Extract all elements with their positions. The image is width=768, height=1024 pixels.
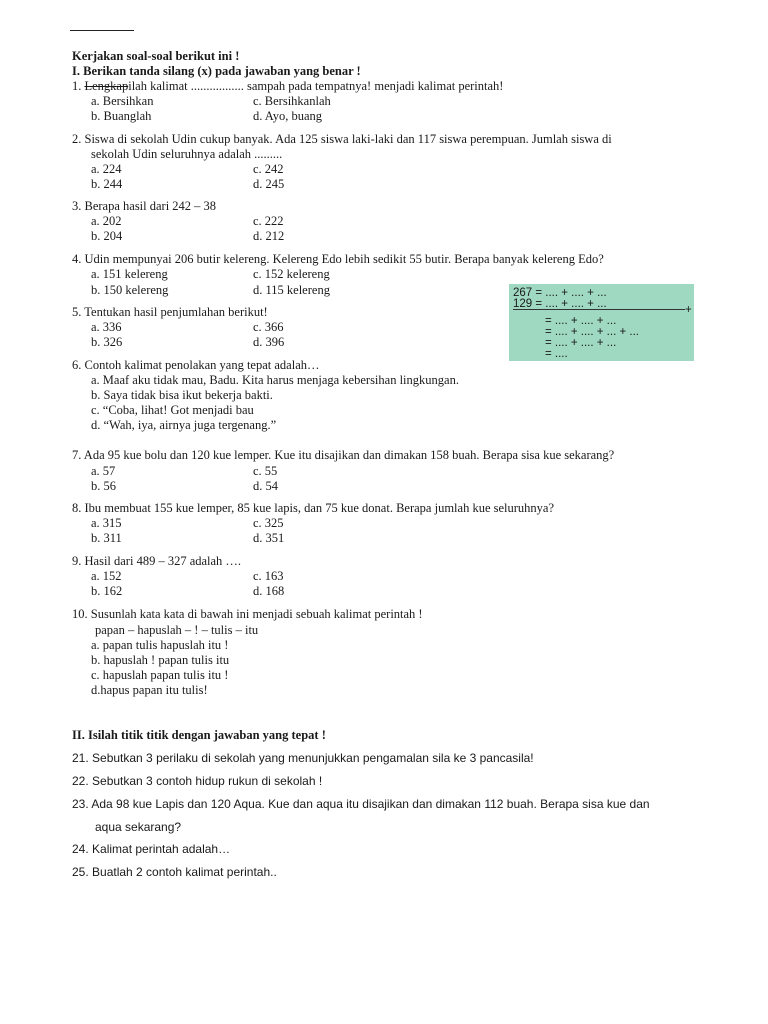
q4-option-c[interactable]: c. 152 kelereng	[253, 267, 330, 281]
q7-option-c[interactable]: c. 55	[253, 464, 278, 478]
q8-option-a[interactable]: a. 315	[91, 516, 122, 530]
q4-option-d[interactable]: d. 115 kelereng	[253, 283, 330, 297]
section1-title: I. Berikan tanda silang (x) pada jawaban yang benar !	[72, 64, 361, 78]
q10-option-a[interactable]: a. papan tulis hapuslah itu !	[91, 638, 229, 652]
q10-option-c[interactable]: c. hapuslah papan tulis itu !	[91, 668, 229, 682]
q2-option-c[interactable]: c. 242	[253, 162, 284, 176]
q1-text: ilah kalimat ................. sampah pada tempatnya! menjadi kalimat perintah!	[128, 79, 504, 93]
question-23-line2: aqua sekarang?	[95, 820, 182, 834]
q1-option-b[interactable]: b. Buanglah	[91, 109, 152, 123]
q4-option-a[interactable]: a. 151 kelereng	[91, 267, 168, 281]
box-row-6: = ....	[545, 348, 568, 360]
box-row-1: 267 = .... + .... + ...	[513, 287, 607, 299]
box-row-4: = .... + .... + ... + ...	[545, 326, 639, 338]
box-sum-line	[513, 309, 685, 310]
q6-option-c[interactable]: c. “Coba, lihat! Got menjadi bau	[91, 403, 254, 417]
box-plus-sign: +	[685, 304, 692, 316]
q7-option-a[interactable]: a. 57	[91, 464, 116, 478]
box-row-2: 129 = .... + .... + ...	[513, 298, 607, 310]
q1-option-a[interactable]: a. Bersihkan	[91, 94, 154, 108]
q3-option-b[interactable]: b. 204	[91, 229, 123, 243]
q5-option-b[interactable]: b. 326	[91, 335, 123, 349]
q9-option-a[interactable]: a. 152	[91, 569, 122, 583]
q9-option-d[interactable]: d. 168	[253, 584, 285, 598]
addition-worksheet-box	[509, 284, 694, 361]
question-7: 7. Ada 95 kue bolu dan 120 kue lemper. Kue itu disajikan dan dimakan 158 buah. Berapa sisa kue sekarang?	[72, 448, 615, 462]
question-6: 6. Contoh kalimat penolakan yang tepat adalah…	[72, 358, 320, 372]
q1-strike-word: Lengkap	[84, 79, 129, 93]
top-rule	[70, 30, 134, 31]
q3-option-c[interactable]: c. 222	[253, 214, 284, 228]
question-2-line2: sekolah Udin seluruhnya adalah .........	[91, 147, 283, 161]
question-2-line1: 2. Siswa di sekolah Udin cukup banyak. Ada 125 siswa laki-laki dan 117 siswa perempuan. Jumlah siswa di	[72, 132, 612, 146]
q7-option-d[interactable]: d. 54	[253, 479, 278, 493]
question-5: 5. Tentukan hasil penjumlahan berikut!	[72, 305, 268, 319]
question-21: 21. Sebutkan 3 perilaku di sekolah yang menunjukkan pengamalan sila ke 3 pancasila!	[72, 751, 534, 765]
question-25: 25. Buatlah 2 contoh kalimat perintah..	[72, 865, 277, 879]
question-23-line1: 23. Ada 98 kue Lapis dan 120 Aqua. Kue dan aqua itu disajikan dan dimakan 112 buah. Berapa sisa kue dan	[72, 797, 650, 811]
q6-option-a[interactable]: a. Maaf aku tidak mau, Badu. Kita harus menjaga kebersihan lingkungan.	[91, 373, 459, 387]
q7-option-b[interactable]: b. 56	[91, 479, 116, 493]
q3-option-a[interactable]: a. 202	[91, 214, 122, 228]
q2-option-d[interactable]: d. 245	[253, 177, 285, 191]
q8-option-c[interactable]: c. 325	[253, 516, 284, 530]
q10-option-d[interactable]: d.hapus papan itu tulis!	[91, 683, 208, 697]
question-1	[72, 79, 503, 94]
question-3: 3. Berapa hasil dari 242 – 38	[72, 199, 217, 213]
q4-option-b[interactable]: b. 150 kelereng	[91, 283, 169, 297]
question-8: 8. Ibu membuat 155 kue lemper, 85 kue lapis, dan 75 kue donat. Berapa jumlah kue seluruhnya?	[72, 501, 555, 515]
question-4: 4. Udin mempunyai 206 butir kelereng. Kelereng Edo lebih sedikit 55 butir. Berapa banyak kelereng Edo?	[72, 252, 604, 266]
q5-option-c[interactable]: c. 366	[253, 320, 284, 334]
q8-option-d[interactable]: d. 351	[253, 531, 285, 545]
box-row-5: = .... + .... + ...	[545, 337, 617, 349]
box-row-3: = .... + .... + ...	[545, 315, 617, 327]
q5-option-a[interactable]: a. 336	[91, 320, 122, 334]
q2-option-a[interactable]: a. 224	[91, 162, 122, 176]
q3-option-d[interactable]: d. 212	[253, 229, 285, 243]
q1-option-d[interactable]: d. Ayo, buang	[253, 109, 322, 123]
question-9: 9. Hasil dari 489 – 327 adalah ….	[72, 554, 242, 568]
q8-option-b[interactable]: b. 311	[91, 531, 122, 545]
section2-title: II. Isilah titik titik dengan jawaban yang tepat !	[72, 728, 326, 742]
question-24: 24. Kalimat perintah adalah…	[72, 842, 231, 856]
q10-option-b[interactable]: b. hapuslah ! papan tulis itu	[91, 653, 230, 667]
q2-option-b[interactable]: b. 244	[91, 177, 123, 191]
q1-number: 1.	[72, 79, 82, 93]
q5-option-d[interactable]: d. 396	[253, 335, 285, 349]
q1-option-c[interactable]: c. Bersihkanlah	[253, 94, 331, 108]
q6-option-d[interactable]: d. “Wah, iya, airnya juga tergenang.”	[91, 418, 277, 432]
q10-words: papan – hapuslah – ! – tulis – itu	[95, 623, 259, 637]
instruction: Kerjakan soal-soal berikut ini !	[72, 49, 240, 63]
q6-option-b[interactable]: b. Saya tidak bisa ikut bekerja bakti.	[91, 388, 273, 402]
question-10: 10. Susunlah kata kata di bawah ini menjadi sebuah kalimat perintah !	[72, 607, 423, 621]
q9-option-c[interactable]: c. 163	[253, 569, 284, 583]
q9-option-b[interactable]: b. 162	[91, 584, 123, 598]
question-22: 22. Sebutkan 3 contoh hidup rukun di sekolah !	[72, 774, 323, 788]
